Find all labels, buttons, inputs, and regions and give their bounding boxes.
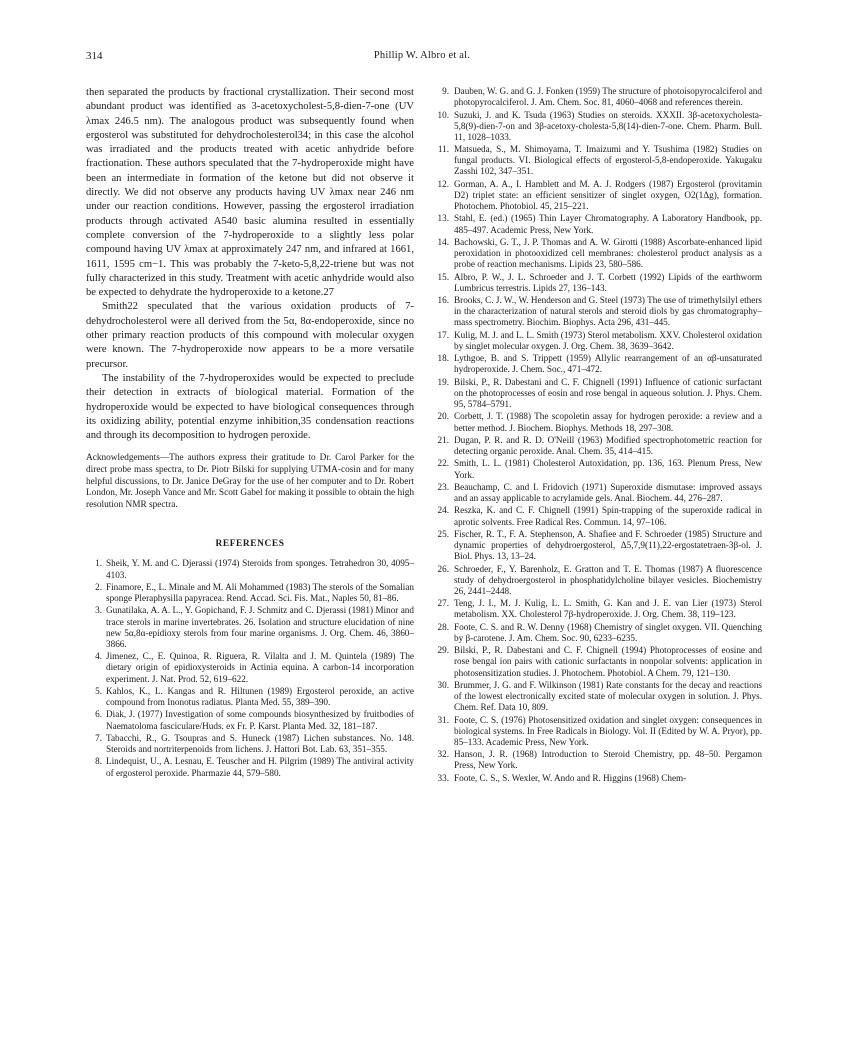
reference-text: Finamore, E., L. Minale and M. Ali Mohammed (1983) The sterols of the Somalian sponge Pleraphysilla papyracea. Rend. Accad. Sci. Fis. Mat., Naples 50, 81–86. [106,581,414,604]
reference-number: 29. [437,645,449,656]
reference-text: Brummer, J. G. and F. Wilkinson (1981) Rate constants for the decay and reactions of the lowest electronically excited state of molecular oxygen in solution. J. Phys. Chem. Ref. Data 10, 809. [454,679,762,713]
reference-text: Jimenez, C., E. Quinoa, R. Riguera, R. Vilalta and J. M. Quintela (1989) The dietary origin of epidioxysteroids in Actinia equina. A carbon-14 incorporation experiment. J. Nat. Prod. 52, 619–622. [106,651,414,684]
reference-text: Lindequist, U., A. Lesnau, E. Teuscher and H. Pilgrim (1989) The antiviral activity of ergosterol peroxide. Pharmazie 44, 579–580. [106,756,414,778]
reference-number: 1. [95,558,102,569]
reference-text: Dugan, P. R. and R. D. O'Neill (1963) Modified spectrophotometric reaction for detecting organic peroxide. Anal. Chem. 35, 414–415. [454,434,762,457]
reference-number: 25. [437,528,449,539]
reference-number: 22. [437,458,449,469]
reference-item [432,377,762,410]
reference-item [432,482,762,504]
reference-item [432,680,762,713]
body-paragraph: Smith22 speculated that the various oxidation products of 7-dehydrocholesterol were all derived from the 5α, 8α-endoperoxide, since no other primary reaction products of this compound with molecular oxygen were known. The 7-hydroperoxide now appears to be a more versatile precursor. [86,301,414,370]
reference-list-right [432,86,762,784]
reference-text: Albro, P. W., J. L. Schroeder and J. T. Corbett (1992) Lipids of the earthworm Lumbricus terrestris. Lipids 27, 136–143. [454,271,762,293]
body-paragraph: The instability of the 7-hydroperoxides would be expected to preclude their detection in extracts of biological material. Formation of the hydroperoxide would be expected to have biological consequences through its oxidizing ability, potential enzyme inhibition,35 condensation reactions and through its decomposition to hydrogen peroxide. [86,372,414,442]
reference-item [432,435,762,457]
reference-text: Kahlos, K., L. Kangas and R. Hiltunen (1989) Ergosterol peroxide, an active compound from Inonotus radiatus. Planta Med. 55, 389–390. [106,685,414,708]
reference-number: 31. [437,714,449,725]
page-number: 314 [86,50,103,62]
reference-text: Gorman, A. A., I. Hamblett and M. A. J. Rodgers (1987) Ergosterol (provitamin D2) triplet state: an efficient sensitizer of singlet oxygen, O2(1Δg), formation. Photochem. Photobiol. 45, 215–221. [454,178,762,212]
reference-text: Foote, C. S. (1976) Photosensitized oxidation and singlet oxygen: consequences in biological systems. In Free Radicals in Biology. Vol. II (Edited by W. A. Pryor), pp. 85–133. Academic Press, New York. [454,714,762,747]
reference-item [86,605,414,650]
reference-text: Matsueda, S., M. Shimoyama, T. Imaizumi and Y. Tsushima (1982) Studies on fungal products. VI. Biological effects of ergosterol-5,8-endoperoxide. Yakugaku Zasshi 102, 347–351. [454,144,762,177]
reference-number: 18. [437,353,449,364]
reference-text: Brooks, C. J. W., W. Henderson and G. Steel (1973) The use of trimethylsilyl ethers in the characterization of natural sterols and steroid diols by gas chromatography–mass spectrometry. Biochim. Biophys. Acta 296, 431–445. [454,295,762,328]
reference-text: Bachowski, G. T., J. P. Thomas and A. W. Girotti (1988) Ascorbate-enhanced lipid peroxidation in photooxidized cell membranes: cholesterol product analysis as a probe of reaction mechanisms. Lipids 23, 580–586. [454,236,762,270]
reference-number: 11. [437,144,449,155]
reference-number: 32. [437,749,449,760]
reference-item [432,529,762,562]
reference-number: 10. [437,109,449,120]
reference-item [432,272,762,294]
reference-number: 23. [437,481,449,492]
reference-item [432,715,762,748]
reference-item [432,622,762,644]
reference-text: Foote, C. S. and R. W. Denny (1968) Chemistry of singlet oxygen. VII. Quenching by β-carotene. J. Am. Chem. Soc. 90, 6233–6235. [454,621,762,643]
reference-item [432,179,762,212]
reference-number: 16. [437,295,449,306]
reference-text: Bilski, P., R. Dabestani and C. F. Chignell (1994) Photoprocesses of eosine and rose bengal ion pairs with cationic surfactants in nonpolar solvents: application in photosensitization studies. J. Photochem. Photobiol. A Chem. 79, 121–130. [454,645,762,678]
reference-text: Schroeder, F., Y. Barenholz, E. Gratton and T. E. Thomas (1987) A fluorescence study of dehydroergosterol in phosphatidylcholine bilayer vesicles. Biochemistry 26, 2441–2448. [454,563,762,596]
reference-text: Stahl, E. (ed.) (1965) Thin Layer Chromatography. A Laboratory Handbook, pp. 485–497. Academic Press, New York. [454,213,762,235]
reference-item [86,558,414,580]
left-column [86,86,414,780]
reference-item [432,86,762,108]
reference-number: 7. [95,732,102,743]
reference-item [86,651,414,684]
reference-item [432,353,762,375]
reference-item [86,686,414,708]
reference-text: Kulig, M. J. and L. L. Smith (1973) Sterol metabolism. XXV. Cholesterol oxidation by singlet molecular oxygen. J. Org. Chem. 38, 3639–3642. [454,329,762,351]
reference-number: 9. [442,86,449,96]
reference-number: 26. [437,563,449,574]
reference-item [432,564,762,597]
reference-number: 13. [437,213,449,224]
reference-number: 28. [437,621,449,632]
reference-list-left [86,558,414,778]
reference-number: 24. [437,505,449,516]
reference-text: Hanson, J. R. (1968) Introduction to Steroid Chemistry, pp. 48–50. Pergamon Press, New York. [454,749,762,771]
reference-item [432,773,762,784]
reference-item [432,110,762,143]
reference-item [432,295,762,328]
reference-number: 12. [437,178,449,189]
reference-number: 21. [437,434,449,445]
reference-text: Diak, J. (1977) Investigation of some compounds biosynthesized by fruitbodies of Naematoloma fasciculare/Huds. ex Fr. P. Karst. Planta Med. 32, 181–187. [106,709,414,731]
reference-number: 27. [437,598,449,609]
reference-text: Bilski, P., R. Dabestani and C. F. Chignell (1991) Influence of cationic surfactant on the photoprocesses of eosin and rose bengal in aqueous solution. J. Phys. Chem. 95, 5784–5791. [454,376,762,410]
reference-number: 15. [437,271,449,282]
reference-text: Corbett, J. T. (1988) The scopoletin assay for hydrogen peroxide: a review and a better method. J. Biochem. Biophys. Methods 18, 297–308. [454,411,762,433]
reference-text: Suzuki, J. and K. Tsuda (1963) Studies on steroids. XXXII. 3β-acetoxycholesta-5,8(9)-dien-7-on and 3β-acetoxy-cholesta-5,8(14)-dien-7-one. Chem. Pharm. Bull. 11, 1028–1033. [454,109,762,142]
references-heading: REFERENCES [215,539,285,550]
reference-text: Teng, J. I., M. J. Kulig, L. L. Smith, G. Kan and J. E. van Lier (1973) Sterol metabolism. XX. Cholesterol 7β-hydroperoxide. J. Org. Chem. 38, 119–123. [454,598,762,620]
reference-number: 4. [95,651,102,662]
reference-text: Smith, L. L. (1981) Cholesterol Autoxidation, pp. 136, 163. Plenum Press, New York. [454,458,762,480]
reference-text: Fischer, R. T., F. A. Stephenson, A. Shafiee and F. Schroeder (1985) Structure and dynamic properties of dehydroergosterol, Δ5,7,9(11),22-ergostatetraen-3β-ol. J. Biol. Phys. 13, 13–24. [454,528,762,562]
reference-text: Gunatilaka, A. A. L., Y. Gopichand, F. J. Schmitz and C. Djerassi (1981) Minor and trace sterols in marine invertebrates. 26. Isolation and structure elucidation of nine new 5α,8α-epidioxy sterols from four marine organisms. J. Org. Chem. 46, 3860–3866. [106,605,414,649]
reference-number: 8. [95,756,102,767]
reference-number: 20. [437,411,449,422]
page-header [86,50,758,66]
reference-number: 33. [437,772,449,783]
acknowledgements: Acknowledgements—The authors express their gratitude to Dr. Carol Parker for the direct probe mass spectra, to Dr. Piotr Bilski for supplying UTMA-cosin and for many helpful discussions, to Dr. Janice DeGray for the use of her computer and to Dr. Robert London, Mr. Joseph Vance and Mr. Scott Gabel for making it possible to obtain the high resolution NMR spectra. [86,453,414,510]
body-paragraph: then separated the products by fractional crystallization. Their second most abundant product was identified as 3-acetoxycholest-5,8-dien-7-one (UV λmax 246.5 nm). The analogous product was subsequently found when ergosterol was substituted for dehydrocholesterol34; in this case the alcohol was irradiated and the products treated with acetic anhydride before fractionation. These authors speculated that the 7-hydroperoxide might have been an intermediate in formation of the ketone but did not observe it directly. We did not observe any products having UV λmax near 246 nm under our reaction conditions. However, passing the ergosterol irradiation products through activated A540 basic alumina resulted in essentially complete conversion of the 7-hydroperoxide to a slightly less polar compound having UV λmax at approximately 247 nm, and infrared at 1661, 1611, 1595 cm−1. This was probably the 7-keto-5,8,22-triene but was not fully characterized in this study. Treatment with acetic anhydride would also be expected to dehydrate the hydroperoxide to a ketone.27 [86,87,414,299]
reference-text: Foote, C. S., S. Wexler, W. Ando and R. Higgins (1968) Chem- [454,772,687,783]
reference-text: Beauchamp, C. and I. Fridovich (1971) Superoxide dismutase: improved assays and an assay applicable to acrylamide gels. Anal. Biochem. 44, 276–287. [454,481,762,504]
reference-item [432,411,762,433]
reference-item [432,237,762,270]
reference-item [86,709,414,731]
reference-item [432,330,762,352]
reference-text: Dauben, W. G. and G. J. Fonken (1959) The structure of photoisopyrocalciferol and photopyrocalciferol. J. Am. Chem. Soc. 81, 4060–4068 and references therein. [454,86,762,108]
reference-item [432,598,762,620]
reference-number: 17. [437,329,449,340]
reference-text: Lythgoe, B. and S. Trippett (1959) Allylic rearrangement of an αβ-unsaturated hydroperoxide. J. Chem. Soc., 471–472. [454,353,762,375]
reference-item [432,144,762,177]
reference-item [432,213,762,235]
reference-item [432,505,762,527]
reference-number: 2. [95,581,102,592]
reference-text: Sheik, Y. M. and C. Djerassi (1974) Steroids from sponges. Tetrahedron 30, 4095–4103. [106,558,414,580]
right-column [432,86,762,785]
reference-number: 5. [95,685,102,696]
reference-number: 3. [95,605,102,616]
reference-item [432,458,762,480]
reference-item [86,733,414,755]
reference-text: Reszka, K. and C. F. Chignell (1991) Spin-trapping of the superoxide radical in aprotic solvents. Free Radical Res. Commun. 14, 97–106. [454,505,762,527]
reference-number: 19. [437,376,449,387]
reference-item [86,582,414,604]
reference-text: Tabacchi, R., G. Tsoupras and S. Huneck (1987) Lichen substances. No. 148. Steroids and nortriterpenoids from lichens. J. Hattori Bot. Lab. 63, 351–355. [106,732,414,755]
running-head: Phillip W. Albro et al. [373,50,471,61]
reference-item [432,645,762,678]
reference-item [86,756,414,778]
reference-item [432,749,762,771]
reference-number: 14. [437,236,449,247]
reference-number: 30. [437,679,449,690]
reference-number: 6. [95,709,102,720]
